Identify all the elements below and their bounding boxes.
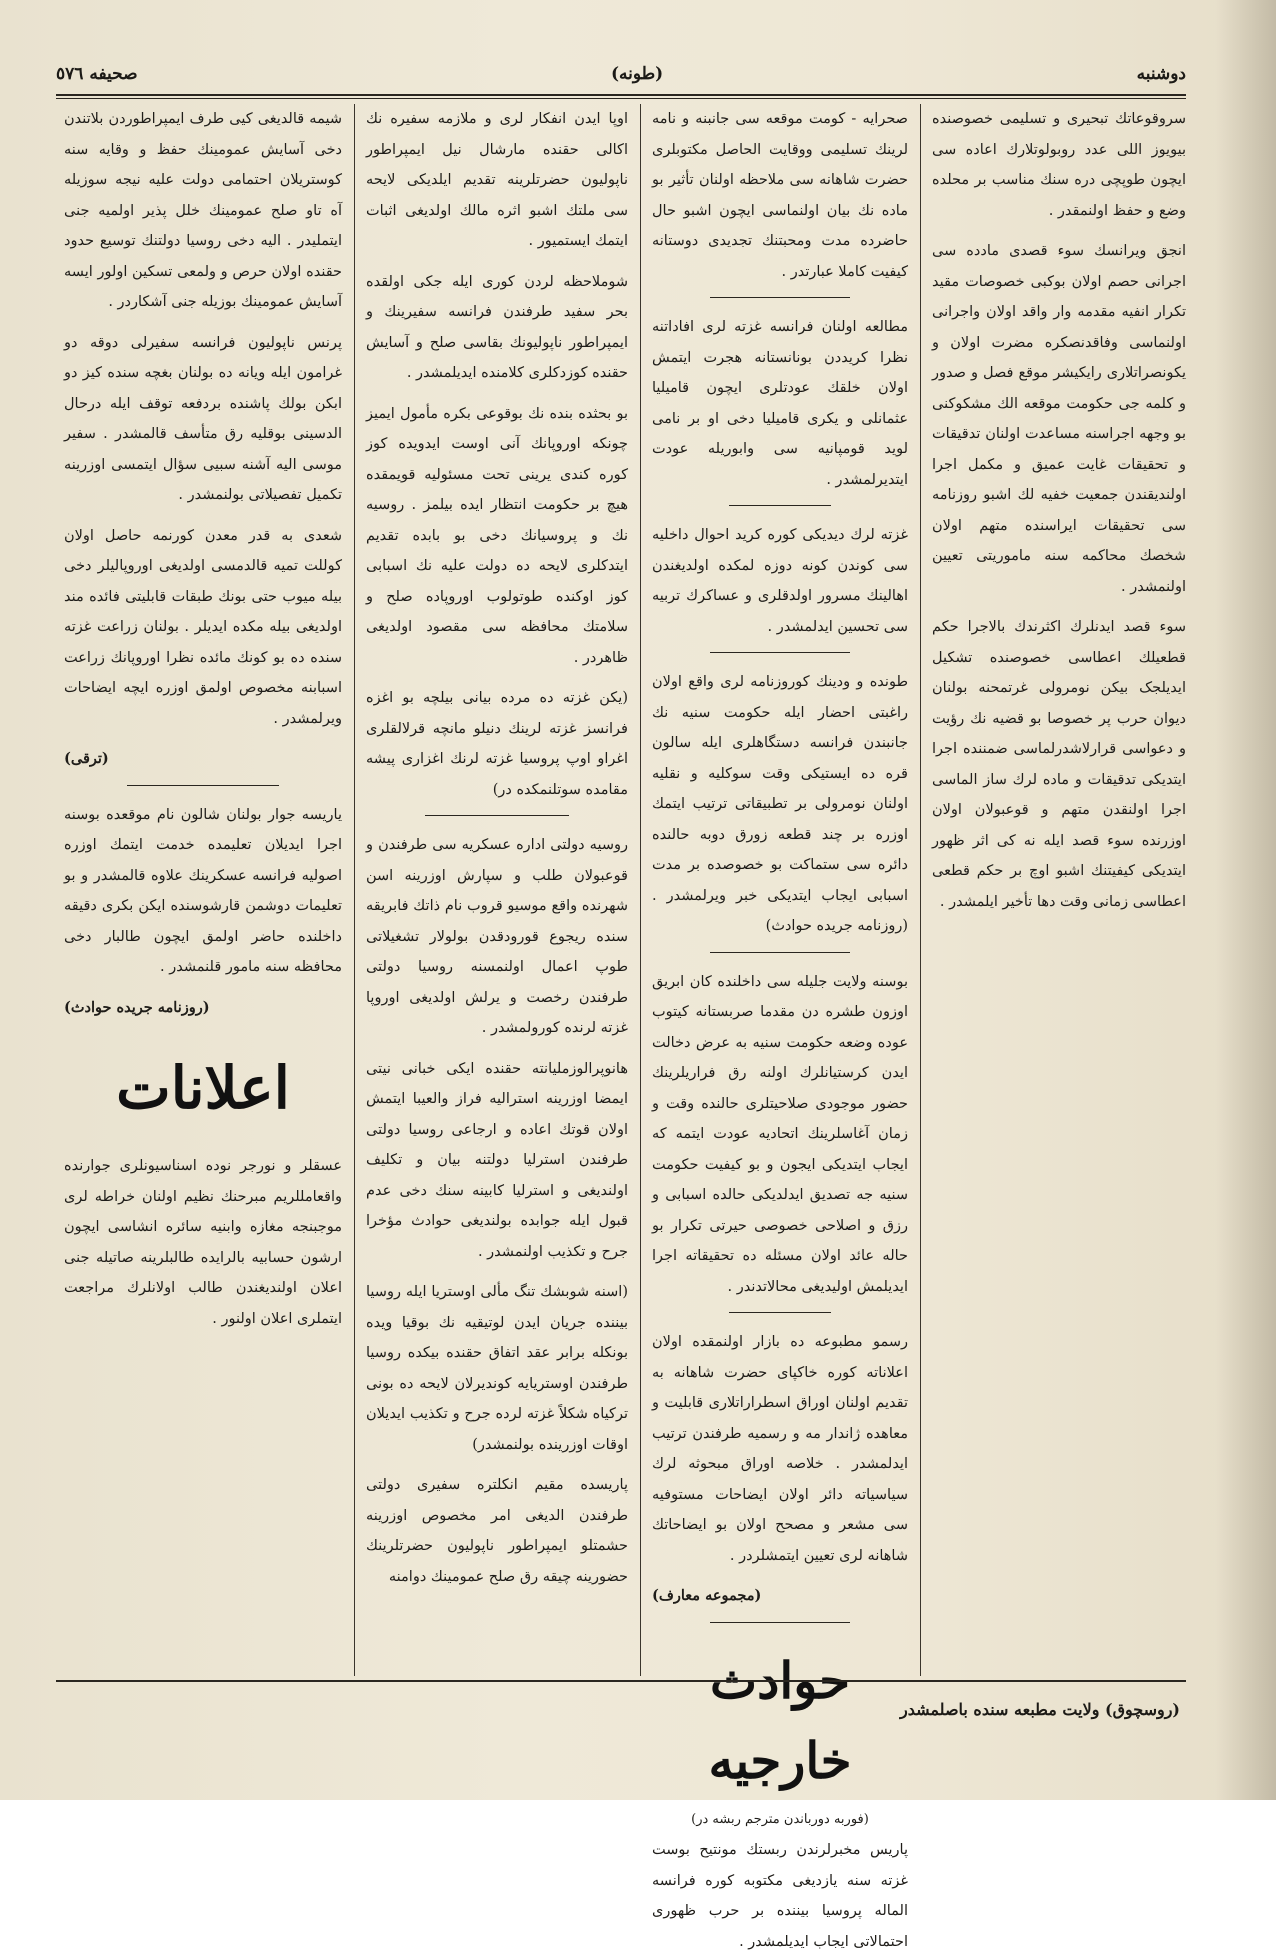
paragraph: مطالعه اولنان فرانسه غزته لری افاداتنه نظرا کریددن بونانستانه هجرت ایتمش اولان خلقك عودتلری ایچون قامیلیا عثمانلی و یکری قامیلیا دخی او بر نامی لوید قومپانیه سی وابوریله عودت ایتدیرلمشدر . [652, 319, 908, 488]
column-rule [354, 104, 355, 1676]
paragraph: غزته لرك دیدیكی کوره کرید احوال داخلیه سی کوندن کونه دوزه لمکده اولدیغندن اهالینك مسرور اولدقلری و عساکرك تربیه سی تحسین ایدلمشدر . [652, 527, 908, 635]
section-separator [710, 952, 851, 953]
section-separator [710, 652, 851, 653]
paragraph: پاریس مخبرلرندن ربستك مونتیح بوست غزته سنه یازدیغی مکتوبه کوره فرانسه الماله پروسیا بیننده بر حرب ظهوری احتمالاتی ایجاب ایدیلمشدر . [652, 1842, 908, 1950]
paragraph: اوپا ایدن انفکار لری و ملازمه سفیره نك اکالی حقنده مارشال نیل ایمپراطور ناپولیون حضرتلرینه تقدیم ایلدیکی لایحه سی ملتك اشبو اثره مالك اولدیغی اثبات ایتمك ایستمیور . [366, 111, 628, 249]
paragraph: سوء قصد ایدنلرك اكثرندك بالاجرا حکم قطعیلك اعطاسی خصوصنده تشکیل ایدیلجک بیکن نومرولی غرتمحنه بولنان دیوان حرب پر خصوصا بو قضیه نك رؤیت و دعواسی قرارلاشدرلماسی ضمننده اجرا ایتدیكی تدقیقات و ماده لرك ساز الماسی اجرا اولنقدن متهم و قوعبولان اولان اوزرنده سوء قصد ایله نه کی اثر ظهور ایتدیکی کیفیتنك اشبو اوچ بر حکم قطعی اعطاسی زمانی وقت دها تأخیر ایلمشدر . [932, 619, 1186, 910]
section-heading-calligraphy: حوادث خارجیه [708, 1650, 852, 1790]
source-credit: (روزنامه جریده حوادث) [64, 998, 210, 1016]
source-credit: (مجموعه معارف) [652, 1587, 762, 1604]
paragraph: انجق ویرانسك سوء قصدی مادده سی اجرانی حصم اولان بوكبی خصوصات مقید تكرار انفیه مقدمه وار واقد اولان واجرانی اولنماسی وفاقدنصكره مضرت اولان و یکونصراتلاری رایکیشر موقع فصل و صدور و كلمه جی حکومت موقعه الك مشكوكنی بو وجهه اجراسنه مساعدت اولنان تدقیقات و تحقیقات غایت عمیق و مکمل اجرا اولندیقندن جمعیت خفیه لك اشبو روزنامه سی تحقیقات ایراسنده متهم اولان شخصك محاکمه سنه ماموریتی تعیین اولنمشدر . [932, 243, 1186, 595]
column-2 [652, 104, 908, 1950]
section-heading-calligraphy: اعلانات [116, 1054, 290, 1122]
printer-imprint: (روسچوق) ولایت مطبعه سنده باصلمشدر [900, 1700, 1180, 1719]
source-credit: (ترقی) [64, 750, 109, 767]
paragraph: شوملاحظه لردن کوری ایله جکی اولقده بحر سفید طرفندن فرانسه سفیرینك و ایمپراطور ناپولیونك بقاسی صلح و آسایش حقنده کوزدکلری کلامنده ایدیلمشدر . [366, 273, 628, 381]
paragraph: پرنس ناپولیون فرانسه سفیرلی دوقه دو غرامون ایله ویانه ده بولنان بغچه سنده کیز دو ابکن بولك پاشنده بردفعه توقف ایله درحال الدسینی بوقلیه رق متأسف قالمشدر . سفیر موسی الیه آشنه سبیی سؤال ایتمسی اوزرینه تکمیل تفصیلاتی بولنمشدر . [64, 334, 342, 503]
page-edge-shadow [1216, 0, 1276, 1800]
footer-rule [56, 1680, 1186, 1682]
header-day: دوشنبه [1136, 64, 1186, 84]
paragraph: بو بحثده بنده نك بوقوعی بکره مأمول ایمیز چونکه اوروپانك آنی اوست ایدویده کوز کوره کندی یرینی تحت مسئولیه قویمقده هیچ بر حکومت انتظار ایده بیلمز . روسیه نك و پروسیانك دخی بو بابده تقدیم ایتدکلری لایحه ده دولت علیه نك اسبابی کوز اوکنده طوتولوب اوروپاده صلح و سلامتك محافظه سی مقصود اولدیغی ظاهردر . [366, 405, 628, 666]
paragraph: عسقلر و نورجر نوده اسناسیونلری جوارنده واقعامللریم مبرحنك نظیم اولنان خراطه لری موجبنجه مغازه وابنیه سائره انشاسی ایچون ارشون حسابیه بالرایده طالبلرینه صاتیله جنی اعلان اولندیغندن طالب اولانلرك مراجعت ایتملری اعلان اولنور . [64, 1158, 342, 1327]
column-1 [932, 104, 1186, 1674]
paragraph: روسیه دولتی اداره عسکریه سی طرفندن و قوعبولان طلب و سپارش اوزرینه اسن شهرنده واقع موسیو قروب نام ذاتك فابریقه سنده ریجوع قورودقدن بولولار تشغیلاتی طوپ اعمال اولنمسنه روسیا دولتی طرفندن رخصت و یرلش اولدیغی اوروپا غزته لرنده کورولمشدر . [366, 837, 628, 1036]
paragraph: بوسنه ولایت جلیله سی داخلنده کان ابریق اوزون طشره دن مقدما صربستانه کیتوب عوده وضعه حکومت سنیه به عرض دخالت ایدن کرستیانلرك اولنه رق فراریلرینك حضور موجودی صلاحیتلری حالنده وقت و زمان آغاسلرینك اتحادیه عودت ایتمه که ایجاب ایتدیکی ایجون و بو کیفیت حکومت سنیه جه تصدیق ایدلدیکی حالده اسبابی و رزق و اصلاحی خصوصی حیرتی تکرار بو حاله عائد اولان مسئله ده تحقیقاته اجرا ایدیلمش اولیدیغی محالاتدندر . [652, 973, 908, 1295]
paragraph: شیمه قالدیغی کیی طرف ایمپراطوردن بلاتندن دخی آسایش عمومینك حفظ و وقایه سنه کوستریلان احتمامی دولت علیه نیجه سوزیله آه تاو صلح عمومینك خلل پذیر اولمیه جنی ایتملیدر . الیه دخی روسیا دولتنك توسیع حدود حقنده اولان حرص و ولمعی تسکین اولور ایسه آسایش عمومینك بوزیله جنی آشکاردر . [64, 111, 342, 310]
section-separator [710, 297, 851, 298]
column-3 [366, 104, 628, 1674]
paragraph: یاریسه جوار بولنان شالون نام موقعده بوسنه اجرا ایدیلان تعلیمده خدمت ایتمك اوزره اصولیه فرانسه عسکرینك علاوه قالمشدر و بو تعلیمات دوشمن قارشوسنده ایکن بکری دقیقه داخلنده حاضر اولمق ایچون طالبار دخی محافظه سنه مامور قلنمشدر . [64, 806, 342, 975]
column-rule [640, 104, 641, 1676]
paragraph: (اسنه شوبشك تنگ مألی اوستریا ایله روسیا بیننده جریان ایدن لوتیقیه نك بوقیا ویده بونکله برابر عقد اتفاق حقنده بیکده روسیا طرفندن اوستریایه کوندیرلان لایحه ده بونی ترکیاه شکلاً غزته لرده جرح و تکذیب ایدیلان اوقات اوزرینده بولنمشدر) [366, 1284, 628, 1453]
paragraph: شعدی به قدر معدن کورنمه حاصل اولان کوللت تمیه قالدمسی اولدیغی اوروپالیلر دخی بیله میوب حتی بونك طبقات قابلیتی فائده مند اولدیغی بیله مکده ایدیلر . بولنان زراعت غزته سنده ده بو کونك مائده نظرا اوروپانك زراعت اسبابنه مخصوص اولمق اوزره ایچه ایضاحات ویرلمشدر . [64, 527, 342, 727]
paragraph: (یکن غزته ده مرده بیانی بیلچه بو اغزه فرانسز غزته لرینك دنیلو مانچه قرلالقلری اغراو اوپ پروسیا غزته لرنك اغزاری پیشه مقامده سوتلنمكده در) [366, 690, 628, 798]
column-4 [64, 104, 342, 1674]
header-title: (طونه) [610, 64, 664, 84]
section-separator [729, 1312, 831, 1313]
header-page-number: صحیفه ٥٧٦ [56, 64, 138, 84]
paragraph: هانوپرالوزملیانته حقنده ایکی خبانی نیتی ایمضا اوزرینه استرالیه فراز والعیبا ایتمش اولان قوتك اعاده و ارجاعی روسیا دولتی طرفندن استرلیا دولتنه بیان و تکلیف اولندیغی و استرلیا کابینه سنك دخی عدم قبول ایله جوابده بولندیغی حوادث مؤخرا جرح و تکذیب اولنمشدر . [366, 1060, 628, 1260]
paragraph: رسمو مطبوعه ده بازار اولنمقده اولان اعلاناته کوره خاکپای حضرت شاهانه به تقدیم اولنان اوراق اسطراراتلاری قابلیت و معاهده ژاندار مه و رسمیه طرفندن ترتیب ایدلمشدر . خلاصه اوراق مبحوثه لرك سیاسیاته دائر اولان ایضاحات مستوفیه سی مشعر و مصحح اولان بو ایضاحاتك شاهانه لری تعیین ایتمشلردر . [652, 1334, 908, 1564]
section-separator [729, 505, 831, 506]
paragraph: پاریسده مقیم انکلتره سفیری دولتی طرفندن الدیغی امر مخصوص اوزرینه حشمتلو ایمپراطور ناپولیون حضرتلرینك حضورینه چیقه رق صلح عمومینك دوامنه [366, 1477, 628, 1585]
paragraph: صحرایه - کومت موقعه سی جانبنه و نامه لرینك تسلیمی ووقایت الحاصل مکتوبلری حضرت شاهانه سی ملاحظه اولنان تأثیر بو ماده نك بیان اولنماسی ایچون اشبو حال حاضرده مدت ومحبتنك تجدیدی دوستانه کیفیت کاملا عبارتدر . [652, 111, 908, 280]
paragraph: سروقوعاتك تبحیری و تسلیمی خصوصنده بیویوز اللی عدد روبولوتلارك اعاده سی ایچون طوپچی دره سنك مناسب بر محلده وضع و حفظ اولنمقدر . [932, 111, 1186, 219]
column-rule [920, 104, 921, 1676]
page-header [56, 56, 1186, 92]
paragraph: طونده و ودینك کوروزنامه لری واقع اولان راغبتی احضار ایله حکومت سنیه نك جانبندن فرانسه دستگاهلری ایله سالون قره ده ایستیکی وقت سوکلیه و نقلیه اولنان نومرولی بر تطبیقاتی ترتیب ایتمك اوزره بر چند قطعه زورق دوبه حالنده دائره سی ستماکت بو خصوصده بر مدت اسبابی ایجاب ایتدیکی خبر ویرلمشدر . (روزنامه جریده حوادث) [652, 674, 908, 934]
header-rule [56, 94, 1186, 99]
section-separator [127, 785, 280, 786]
section-separator [425, 815, 569, 816]
section-separator [710, 1622, 851, 1623]
section-subheading: (فوربه دورباندن مترجم ربشه در) [691, 1811, 869, 1827]
